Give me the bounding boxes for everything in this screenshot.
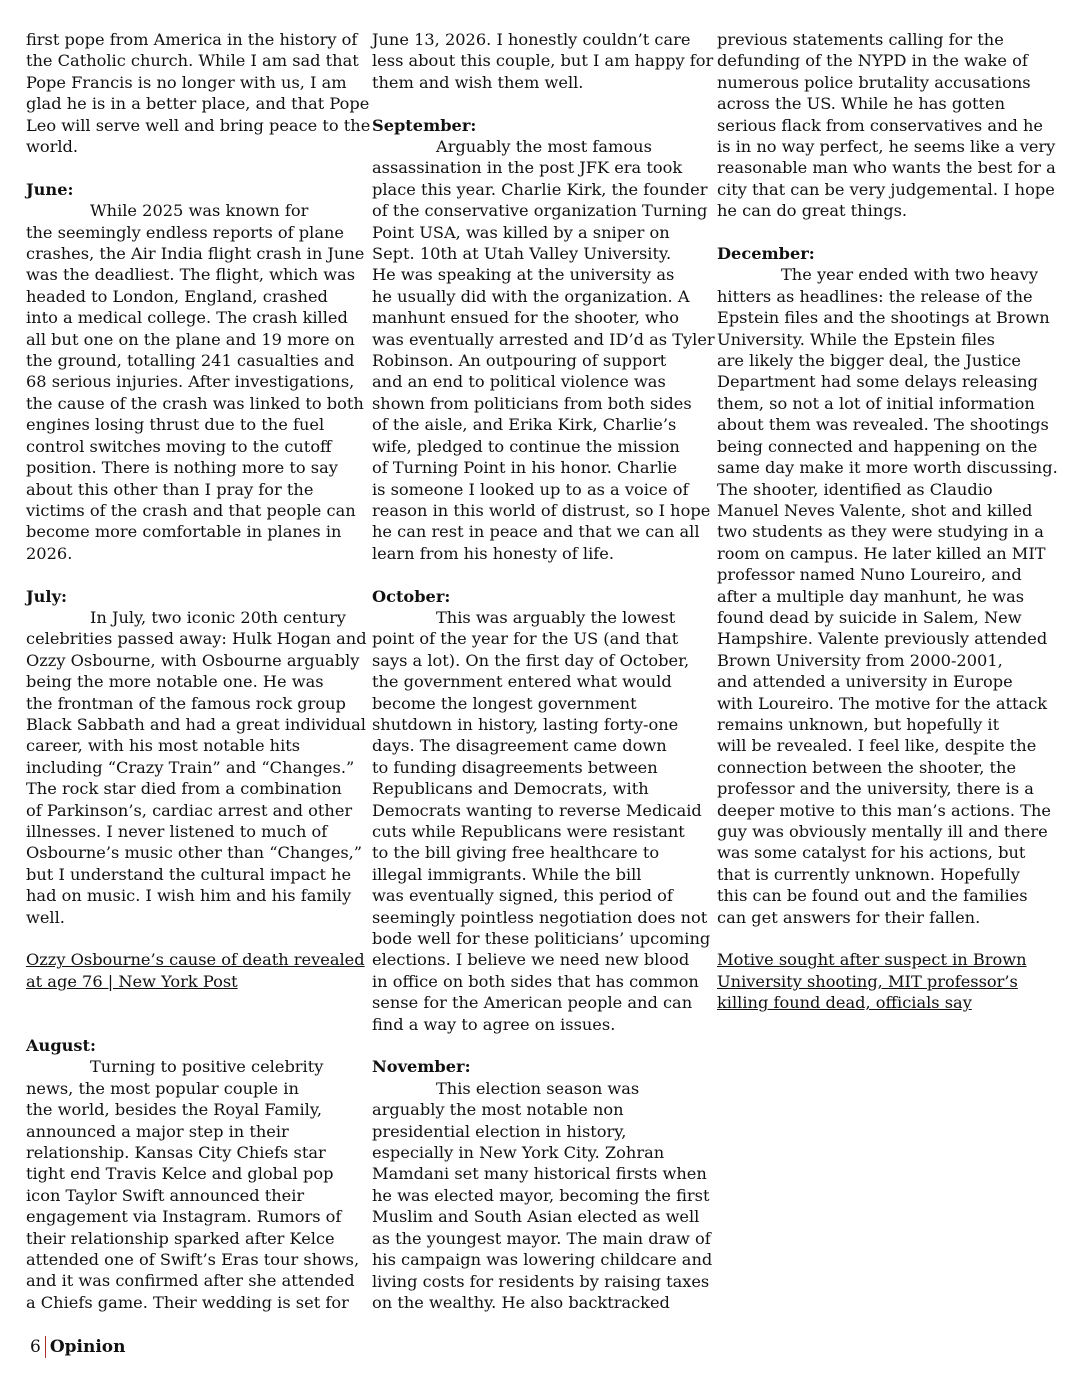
text-line: is in no way perfect, he seems like a very	[717, 137, 1056, 157]
column-2	[372, 29, 715, 1313]
text-line: Epstein files and the shootings at Brown	[717, 308, 1050, 328]
month-heading: July:	[26, 586, 67, 606]
text-line: point of the year for the US (and that	[372, 629, 679, 649]
blank-line	[372, 1035, 702, 1056]
text-line: crashes, the Air India flight crash in June	[26, 244, 365, 264]
paragraph-first-line: Turning to positive celebrity	[90, 1057, 324, 1077]
text-line: hitters as headlines: the release of the	[717, 286, 1033, 306]
text-line: that is currently unknown. Hopefully	[717, 864, 1020, 884]
text-line: icon Taylor Swift announced their	[26, 1185, 305, 1205]
text-line: was eventually arrested and ID’d as Tyler	[372, 329, 715, 349]
blank-line	[372, 93, 702, 114]
text-line: University. While the Epstein files	[717, 329, 995, 349]
text-line: Ozzy Osbourne, with Osbourne arguably	[26, 650, 360, 670]
text-line: was some catalyst for his actions, but	[717, 843, 1026, 863]
text-line: Leo will serve well and bring peace to the	[26, 115, 371, 135]
text-line: he usually did with the organization. A	[372, 286, 690, 306]
blank-line	[26, 157, 356, 178]
text-line: room on campus. He later killed an MIT	[717, 543, 1046, 563]
text-line: control switches moving to the cutoff	[26, 436, 332, 456]
text-line: first pope from America in the history of	[26, 30, 358, 49]
paragraph-first-line: The year ended with two heavy	[781, 265, 1038, 285]
text-line: a Chiefs game. Their wedding is set for	[26, 1292, 349, 1312]
text-line: Pope Francis is no longer with us, I am	[26, 72, 347, 92]
text-line: can get answers for their fallen.	[717, 907, 981, 927]
month-heading: November:	[372, 1057, 471, 1077]
text-line: arguably the most notable non	[372, 1100, 624, 1120]
text-line: wife, pledged to continue the mission	[372, 436, 680, 456]
month-heading: June:	[26, 179, 74, 199]
text-line: glad he is in a better place, and that Pope	[26, 94, 370, 114]
text-line: connection between the shooter, the	[717, 757, 1017, 777]
month-heading: December:	[717, 244, 815, 264]
text-line: numerous police brutality accusations	[717, 72, 1031, 92]
text-line: presidential election in history,	[372, 1121, 627, 1141]
text-line: June 13, 2026. I honestly couldn’t care	[372, 30, 691, 49]
text-line: being connected and happening on the	[717, 436, 1038, 456]
article-link[interactable]: killing found dead, officials say	[717, 993, 972, 1013]
text-line: them and wish them well.	[372, 72, 584, 92]
text-line: the ground, totalling 241 casualties and	[26, 351, 355, 371]
text-line: deeper motive to this man’s actions. The	[717, 800, 1051, 820]
text-line: the seemingly endless reports of plane	[26, 222, 344, 242]
text-line: Robinson. An outpouring of support	[372, 351, 667, 371]
text-line: well.	[26, 907, 65, 927]
text-line: He was speaking at the university as	[372, 265, 675, 285]
paragraph-first-line: In July, two iconic 20th century	[90, 607, 346, 627]
article-link[interactable]: University shooting, MIT professor’s	[717, 971, 1018, 991]
text-line: had on music. I wish him and his family	[26, 886, 352, 906]
text-line: of the conservative organization Turning	[372, 201, 708, 221]
text-line: he can rest in peace and that we can all	[372, 522, 700, 542]
text-line: them, so not a lot of initial information	[717, 393, 1035, 413]
blank-line	[717, 222, 1047, 243]
text-line: he was elected mayor, becoming the first	[372, 1185, 710, 1205]
text-line: the world, besides the Royal Family,	[26, 1100, 322, 1120]
text-line: Osbourne’s music other than “Changes,”	[26, 843, 363, 863]
text-line: 2026.	[26, 543, 73, 563]
text-line: career, with his most notable hits	[26, 736, 301, 756]
month-heading: October:	[372, 586, 451, 606]
paragraph-first-line: This was arguably the lowest	[436, 607, 676, 627]
paragraph-first-line: This election season was	[436, 1078, 640, 1098]
text-line: become the longest government	[372, 693, 637, 713]
text-line: found dead by suicide in Salem, New	[717, 607, 1022, 627]
article-link[interactable]: at age 76 | New York Post	[26, 971, 238, 991]
text-line: world.	[26, 137, 79, 157]
text-line: professor and the university, there is a	[717, 779, 1034, 799]
text-line: living costs for residents by raising taxes	[372, 1271, 710, 1291]
text-line: reasonable man who wants the best for a	[717, 158, 1056, 178]
text-line: Sept. 10th at Utah Valley University.	[372, 244, 672, 264]
text-line: of the aisle, and Erika Kirk, Charlie’s	[372, 415, 677, 435]
text-line: Hampshire. Valente previously attended	[717, 629, 1048, 649]
text-line: Manuel Neves Valente, shot and killed	[717, 500, 1033, 520]
footer-divider	[45, 1336, 46, 1358]
text-line: 68 serious injuries. After investigations,	[26, 372, 355, 392]
text-line: says a lot). On the first day of October,	[372, 650, 690, 670]
text-line: engines losing thrust due to the fuel	[26, 415, 325, 435]
text-line: in office on both sides that has common	[372, 971, 699, 991]
text-line: relationship. Kansas City Chiefs star	[26, 1143, 326, 1163]
text-line: tight end Travis Kelce and global pop	[26, 1164, 334, 1184]
text-line: Brown University from 2000-2001,	[717, 650, 1003, 670]
text-line: reason in this world of distrust, so I hope	[372, 500, 711, 520]
page-number: 6	[30, 1337, 41, 1357]
text-line: defunding of the NYPD in the wake of	[717, 51, 1028, 71]
text-line: place this year. Charlie Kirk, the founder	[372, 179, 708, 199]
text-line: bode well for these politicians’ upcoming	[372, 929, 711, 949]
text-line: their relationship sparked after Kelce	[26, 1228, 335, 1248]
text-line: including “Crazy Train” and “Changes.”	[26, 757, 355, 777]
text-line: same day make it more worth discussing.	[717, 458, 1058, 478]
text-line: celebrities passed away: Hulk Hogan and	[26, 629, 367, 649]
text-line: and it was confirmed after she attended	[26, 1271, 355, 1291]
text-line: manhunt ensued for the shooter, who	[372, 308, 680, 328]
paragraph-first-line: While 2025 was known for	[90, 201, 309, 221]
column-3	[717, 29, 1058, 1014]
text-line: sense for the American people and can	[372, 993, 693, 1013]
article-link[interactable]: Motive sought after suspect in Brown	[717, 950, 1027, 970]
text-line: with Loureiro. The motive for the attack	[717, 693, 1048, 713]
text-line: illnesses. I never listened to much of	[26, 822, 328, 841]
blank-line	[372, 564, 702, 585]
text-line: as the youngest mayor. The main draw of	[372, 1228, 711, 1248]
text-line: he can do great things.	[717, 201, 908, 221]
blank-line	[26, 564, 356, 585]
text-line: days. The disagreement came down	[372, 736, 667, 756]
text-line: The rock star died from a combination	[26, 779, 342, 799]
text-line: serious flack from conservatives and he	[717, 115, 1043, 135]
text-line: being the more notable one. He was	[26, 672, 324, 692]
text-line: news, the most popular couple in	[26, 1078, 299, 1098]
text-line: of Parkinson’s, cardiac arrest and other	[26, 800, 353, 820]
text-line: and attended a university in Europe	[717, 672, 1013, 692]
text-line: and an end to political violence was	[372, 372, 666, 392]
text-line: Point USA, was killed by a sniper on	[372, 222, 670, 242]
text-line: all but one on the plane and 19 more on	[26, 329, 355, 349]
text-line: into a medical college. The crash killed	[26, 308, 348, 328]
text-line: especially in New York City. Zohran	[372, 1143, 665, 1163]
text-line: the Catholic church. While I am sad that	[26, 51, 359, 71]
text-line: become more comfortable in planes in	[26, 522, 342, 542]
text-line: seemingly pointless negotiation does not	[372, 907, 708, 927]
text-line: was eventually signed, this period of	[372, 886, 673, 906]
text-line: professor named Nuno Loureiro, and	[717, 565, 1022, 585]
text-line: is someone I looked up to as a voice of	[372, 479, 689, 499]
text-line: The shooter, identified as Claudio	[717, 479, 993, 499]
text-line: the frontman of the famous rock group	[26, 693, 346, 713]
text-line: after a multiple day manhunt, he was	[717, 586, 1025, 606]
text-line: attended one of Swift’s Eras tour shows,	[26, 1250, 360, 1270]
text-line: previous statements calling for the	[717, 30, 1004, 49]
text-line: the cause of the crash was linked to both	[26, 393, 364, 413]
text-line: cuts while Republicans were resistant	[372, 822, 685, 841]
text-line: shutdown in history, lasting forty-one	[372, 714, 679, 734]
text-line: less about this couple, but I am happy for	[372, 51, 714, 71]
month-heading: September:	[372, 115, 477, 135]
text-line: on the wealthy. He also backtracked	[372, 1292, 670, 1312]
text-line: across the US. While he has gotten	[717, 94, 1006, 114]
section-name: Opinion	[49, 1337, 126, 1357]
text-line: about them was revealed. The shootings	[717, 415, 1049, 435]
text-line: Democrats wanting to reverse Medicaid	[372, 800, 702, 820]
text-line: Mamdani set many historical firsts when	[372, 1164, 707, 1184]
text-line: shown from politicians from both sides	[372, 393, 692, 413]
text-line: Department had some delays releasing	[717, 372, 1038, 392]
text-line: his campaign was lowering childcare and	[372, 1250, 713, 1270]
text-line: two students as they were studying in a	[717, 522, 1044, 542]
blank-line	[26, 1014, 356, 1035]
text-line: find a way to agree on issues.	[372, 1014, 616, 1034]
text-line: are likely the bigger deal, the Justice	[717, 351, 1021, 371]
article-link[interactable]: Ozzy Osbourne’s cause of death revealed	[26, 950, 365, 970]
text-line: was the deadliest. The flight, which was	[26, 265, 356, 285]
text-line: to funding disagreements between	[372, 757, 658, 777]
text-line: guy was obviously mentally ill and there	[717, 822, 1048, 842]
text-line: illegal immigrants. While the bill	[372, 864, 642, 884]
text-line: will be revealed. I feel like, despite the	[717, 736, 1037, 756]
paragraph-first-line: Arguably the most famous	[436, 137, 652, 157]
text-line: learn from his honesty of life.	[372, 543, 614, 563]
text-line: to the bill giving free healthcare to	[372, 843, 660, 863]
text-line: victims of the crash and that people can	[26, 500, 356, 520]
blank-line	[26, 928, 356, 949]
blank-line	[717, 928, 1047, 949]
text-line: city that can be very judgemental. I hope	[717, 179, 1055, 199]
page-footer	[30, 1336, 126, 1358]
text-line: this can be found out and the families	[717, 886, 1028, 906]
text-line: headed to London, England, crashed	[26, 286, 328, 306]
text-line: announced a major step in their	[26, 1121, 289, 1141]
text-line: about this other than I pray for the	[26, 479, 314, 499]
blank-line	[26, 992, 356, 1013]
text-line: elections. I believe we need new blood	[372, 950, 690, 970]
text-line: but I understand the cultural impact he	[26, 864, 352, 884]
text-line: Republicans and Democrats, with	[372, 779, 649, 799]
text-line: of Turning Point in his honor. Charlie	[372, 458, 678, 478]
text-line: assassination in the post JFK era took	[372, 158, 683, 178]
text-line: Muslim and South Asian elected as well	[372, 1207, 700, 1227]
column-1	[26, 29, 371, 1313]
text-line: remains unknown, but hopefully it	[717, 714, 1000, 734]
text-line: the government entered what would	[372, 672, 672, 692]
text-line: engagement via Instagram. Rumors of	[26, 1207, 342, 1227]
text-line: position. There is nothing more to say	[26, 458, 338, 478]
text-line: Black Sabbath and had a great individual	[26, 714, 366, 734]
month-heading: August:	[26, 1036, 96, 1056]
